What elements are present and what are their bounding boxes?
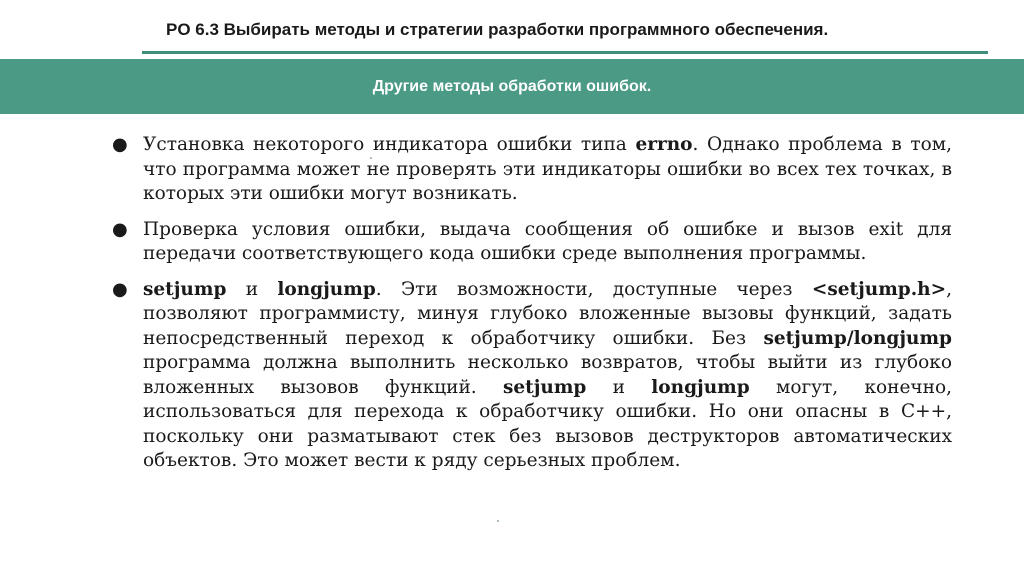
item-text: и — [586, 376, 652, 398]
item-text: Установка некоторого индикатора ошибки типа — [143, 134, 636, 155]
header-divider — [142, 51, 988, 54]
list-item — [112, 278, 952, 474]
scan-speck — [497, 520, 499, 522]
bullet-icon: ● — [112, 278, 128, 300]
section-banner — [0, 59, 1024, 114]
item-text: программа должна выполнить несколько возвратов, чтобы выйти из глубоко вложенных вызовов функций. — [143, 352, 952, 398]
code-term: longjump — [277, 278, 376, 300]
bullet-icon: ● — [112, 218, 128, 240]
code-term: errno — [635, 134, 693, 155]
page-title: PO 6.3 Выбирать методы и стратегии разработки программного обеспечения. — [166, 20, 829, 39]
item-text: . Однако проблема в том, что программа может не проверять эти индикаторы ошибки во всех тех точках, в которых эти ошибки могут возникать. — [143, 134, 952, 204]
code-term: <setjump.h> — [811, 278, 947, 300]
item-text: Проверка условия ошибки, выдача сообщения об ошибке и вызов exit для передачи соответствующего кода ошибки среде выполнения программы. — [143, 218, 952, 264]
code-term: setjump — [502, 376, 587, 398]
item-text: . Эти возможности, доступные через — [375, 278, 812, 300]
bullet-icon: ● — [112, 134, 128, 155]
item-text: и — [226, 278, 278, 300]
item-text: могут, конечно, использоваться для перехода к обработчику ошибки. Но они опасны в C++, поскольку они разматывают стек без вызовов деструкторов автоматических объектов. Это может вести к ряду серьезных проблем. — [143, 376, 953, 471]
code-term: longjump — [651, 376, 750, 398]
list-item — [112, 133, 952, 207]
scan-speck — [370, 157, 372, 159]
section-title: Другие методы обработки ошибок. — [372, 77, 652, 95]
item-text: , позволяют программисту, минуя глубоко вложенные вызовы функций, задать непосредственный переход к обработчику ошибки. Без — [143, 278, 953, 349]
code-term: setjump — [143, 278, 227, 300]
code-term: setjump/longjump — [763, 327, 952, 349]
bullet-list — [112, 133, 952, 485]
list-item — [112, 218, 952, 267]
